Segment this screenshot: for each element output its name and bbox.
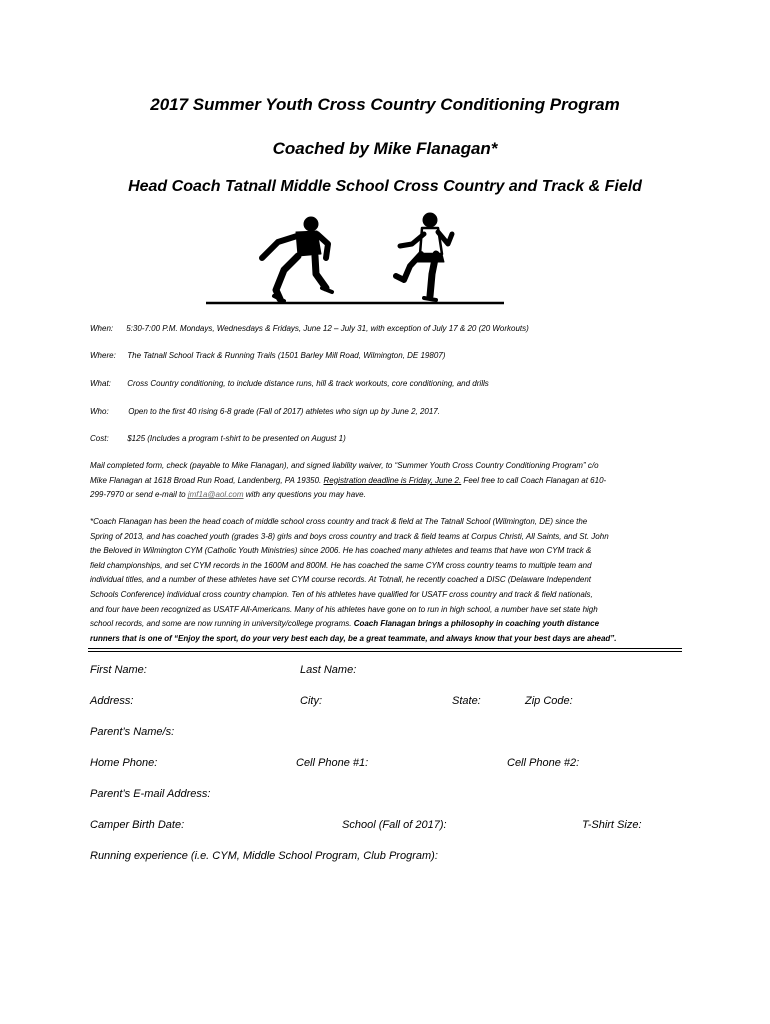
cell-phone-1-field[interactable]: Cell Phone #1: (296, 757, 369, 769)
where-label: Where: (90, 351, 116, 360)
zip-code-field[interactable]: Zip Code: (525, 695, 573, 707)
when-value: 5:30-7:00 P.M. Mondays, Wednesdays & Fridays, June 12 – July 31, with exception of July 17 & 20 (20 Workouts) (126, 324, 529, 333)
mail-line: Mail completed form, check (payable to Mike Flanagan), and signed liability waiver, to “Summer Youth Cross Country Conditioning Program” c/o (90, 461, 599, 470)
when-row (90, 322, 690, 335)
bio-line (90, 617, 686, 632)
bio-line: Spring of 2013, and has coached youth (grades 3-8) girls and boys cross country and track & field teams at Corpus Christi, All Saints, and St. John (90, 531, 609, 541)
divider (88, 651, 682, 652)
divider (88, 648, 682, 649)
mail-address: Mike Flanagan at 1618 Broad Run Road, Landenberg, PA 19350. (90, 475, 324, 485)
who-value: Open to the first 40 rising 6-8 grade (Fall of 2017) athletes who sign up by June 2, 2017. (128, 407, 440, 416)
bio-line: the Beloved in Wilmington CYM (Catholic Youth Ministries) since 2006. He has coached many athletes and teams that have won CYM track & (90, 546, 592, 556)
cost-row (90, 432, 690, 445)
registration-deadline: Registration deadline is Friday, June 2. (323, 475, 462, 485)
what-label: What: (90, 379, 111, 388)
bio-line: *Coach Flanagan has been the head coach of middle school cross country and track & field at The Tatnall School (Wilmington, DE) since the (90, 517, 588, 526)
coach-line: Coached by Mike Flanagan* (272, 139, 498, 158)
bio-line: and four have been recognized as USATF All-Americans. Many of his athletes have gone on to run in high school, a number have set state high (90, 604, 598, 614)
mail-line (90, 474, 686, 489)
coach-bio (90, 515, 686, 646)
last-name-field[interactable]: Last Name: (300, 664, 357, 676)
cost-label: Cost: (90, 434, 109, 443)
runner-right-figure (396, 213, 452, 300)
bio-philosophy: Coach Flanagan brings a philosophy in coaching youth distance (353, 619, 600, 629)
runner-left-figure (262, 217, 332, 301)
mail-phone-cont: 299-7970 or send e-mail to (90, 490, 188, 500)
mail-instructions (90, 459, 686, 503)
subtitle: Head Coach Tatnall Middle School Cross Country and Track & Field (128, 178, 642, 195)
home-phone-field[interactable]: Home Phone: (90, 757, 158, 769)
email-link[interactable]: jmf1a@aol.com (187, 490, 244, 500)
bio-text: school records, and some are now running in university/college programs. (90, 619, 354, 629)
when-label: When: (90, 324, 114, 333)
what-value: Cross Country conditioning, to include distance runs, hill & track workouts, core conditioning, and drills (127, 379, 489, 388)
parent-email-field[interactable]: Parent’s E-mail Address: (90, 788, 211, 800)
tshirt-size-field[interactable]: T-Shirt Size: (582, 819, 642, 831)
where-value: The Tatnall School Track & Running Trails (1501 Barley Mill Road, Wilmington, DE 19807) (127, 351, 446, 360)
school-field[interactable]: School (Fall of 2017): (342, 819, 447, 831)
bio-line: Schools Conference) individual cross country champion. Ten of his athletes have qualified for USATF cross country and track & field nationals, (90, 589, 593, 599)
bio-line: individual titles, and a number of these athletes have set CYM course records. At Totnall, he recently coached a DISC (Delaware Independent (90, 575, 592, 585)
mail-phone: Feel free to call Coach Flanagan at 610- (461, 475, 607, 485)
what-row (90, 377, 690, 390)
city-field[interactable]: City: (300, 695, 322, 707)
running-experience-field[interactable]: Running experience (i.e. CYM, Middle School Program, Club Program): (90, 850, 438, 862)
state-field[interactable]: State: (452, 695, 481, 707)
first-name-field[interactable]: First Name: (90, 664, 147, 676)
cost-value: $125 (Includes a program t-shirt to be presented on August 1) (127, 434, 346, 443)
who-label: Who: (90, 407, 109, 416)
bio-line: field championships, and set CYM records in the 1600M and 800M. He has coached the same CYM cross country teams to multiple team and (90, 560, 592, 570)
program-title: 2017 Summer Youth Cross Country Conditioning Program (150, 95, 620, 114)
bio-line: runners that is one of “Enjoy the sport, do your very best each day, be a great teammate, and always know that your best days are ahead”. (90, 633, 617, 643)
cell-phone-2-field[interactable]: Cell Phone #2: (507, 757, 580, 769)
parents-name-field[interactable]: Parent’s Name/s: (90, 726, 175, 738)
runners-illustration (200, 210, 510, 310)
mail-questions: with any questions you may have. (243, 490, 366, 500)
birth-date-field[interactable]: Camper Birth Date: (90, 819, 185, 831)
address-field[interactable]: Address: (90, 695, 134, 707)
where-row (90, 349, 690, 362)
mail-line (90, 488, 686, 503)
who-row (90, 405, 690, 418)
